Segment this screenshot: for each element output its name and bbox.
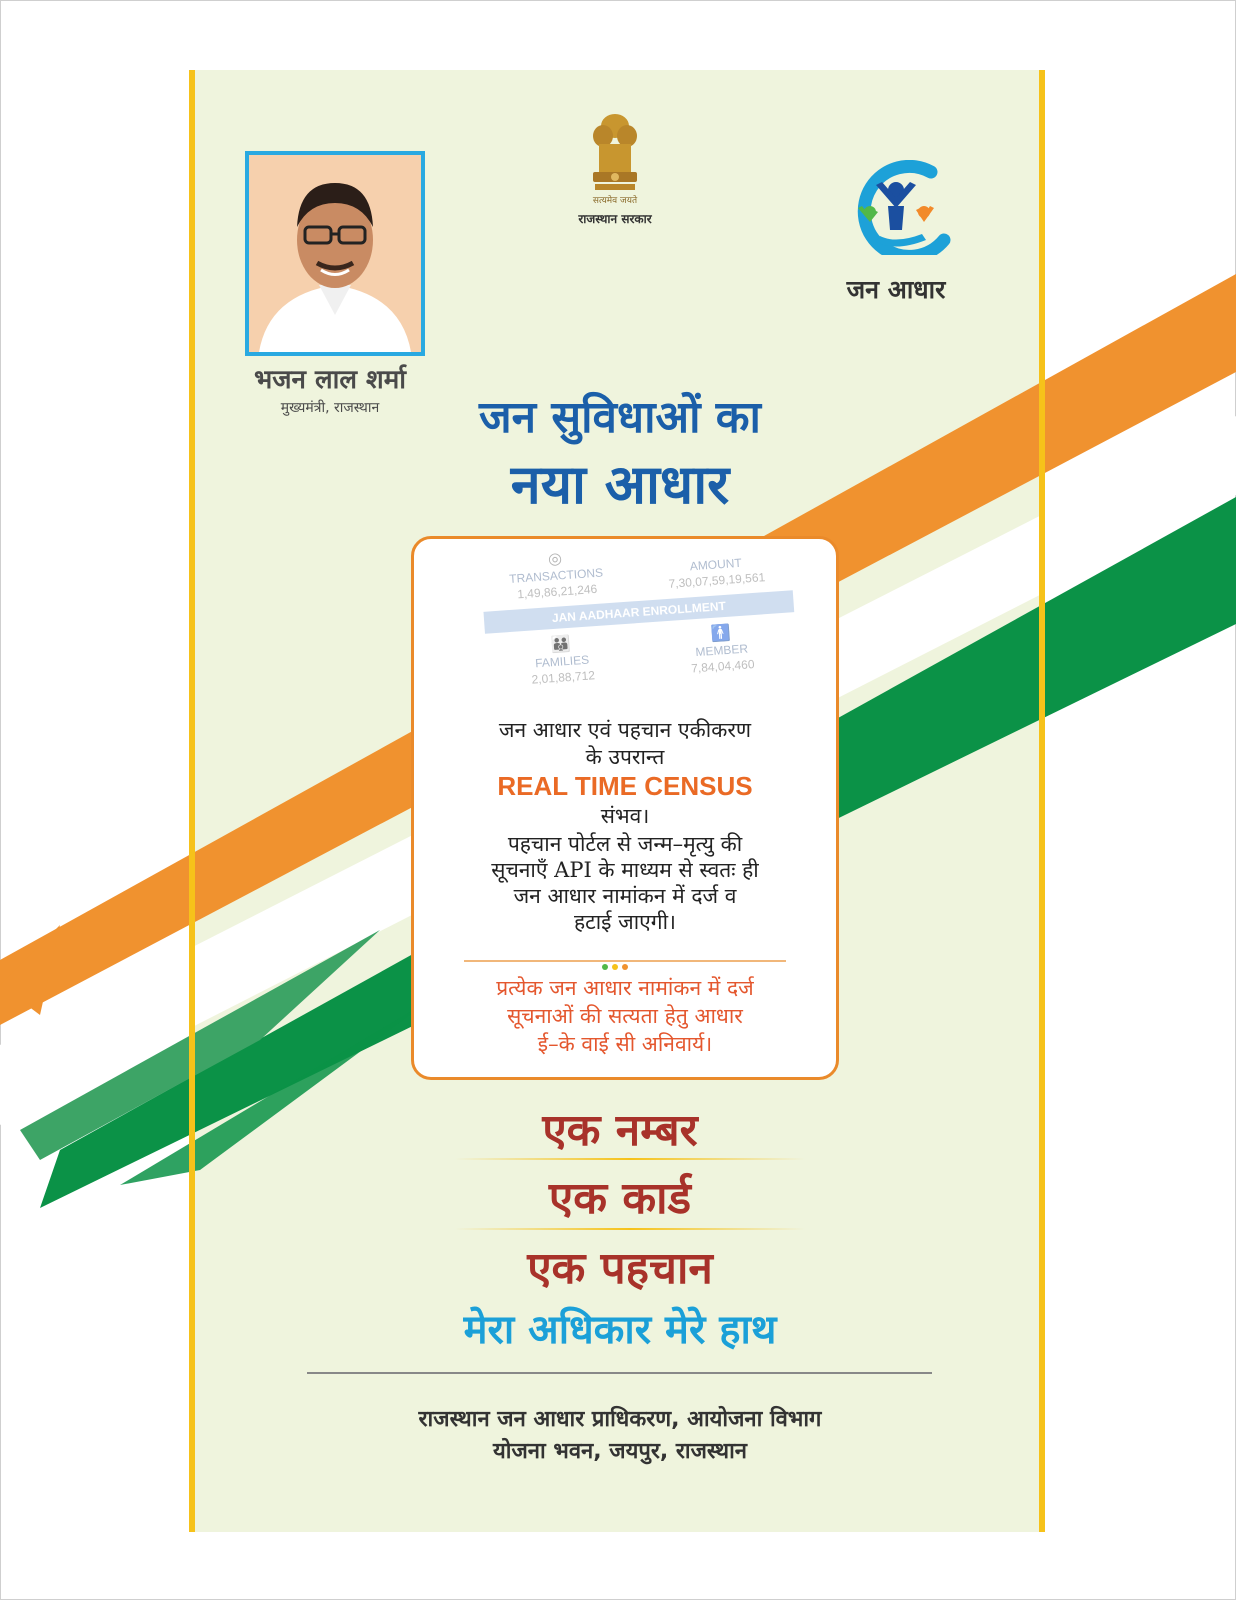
stats-screenshot [478, 536, 799, 710]
family-icon: 👪 [550, 635, 572, 655]
footer-authority: राजस्थान जन आधार प्राधिकरण, आयोजना विभाग [418, 1407, 822, 1432]
chief-minister-photo [245, 151, 425, 356]
card-note-line-3: ई–के वाई सी अनिवार्य। [537, 1032, 713, 1056]
slogan-separator-2 [455, 1228, 805, 1230]
enrollment-header: JAN AADHAAR ENROLLMENT [483, 590, 794, 634]
card-body-line-1: पहचान पोर्टल से जन्म–मृत्यु की [507, 832, 743, 856]
coin-icon: ◎ [547, 550, 563, 569]
real-time-census-heading: REAL TIME CENSUS [497, 771, 753, 801]
card-intro-line-1: जन आधार एवं पहचान एकीकरण [498, 718, 752, 742]
card-possible-text: संभव। [600, 804, 650, 828]
slogan-one-number: एक नम्बर [542, 1105, 698, 1156]
card-intro-line-2: के उपरान्त [585, 745, 665, 769]
amount-value: 7,30,07,59,19,561 [668, 570, 766, 591]
amount-stat [639, 536, 792, 593]
jan-aadhaar-logo-icon [836, 160, 956, 255]
card-body-line-4: हटाई जाएगी। [573, 910, 676, 934]
slogan-motto: मेरा अधिकार मेरे हाथ [463, 1307, 777, 1353]
amount-label: AMOUNT [689, 555, 743, 574]
right-gold-border [1039, 70, 1045, 1532]
person-icon: 🚹 [710, 624, 732, 644]
left-gold-border [189, 70, 195, 1532]
families-stat [485, 629, 638, 689]
state-emblem-icon [585, 110, 645, 196]
member-value: 7,84,04,460 [690, 657, 755, 676]
government-label: राजस्थान सरकार [578, 212, 652, 226]
headline-line-2: नया आधार [510, 453, 730, 516]
member-label: MEMBER [694, 641, 749, 660]
footer-address: योजना भवन, जयपुर, राजस्थान [493, 1439, 747, 1464]
slogan-one-card: एक कार्ड [548, 1173, 692, 1224]
transactions-value: 1,49,86,21,246 [516, 581, 598, 602]
chief-minister-title: मुख्यमंत्री, राजस्थान [280, 400, 380, 416]
slogan-one-identity: एक पहचान [527, 1243, 713, 1294]
divider-dots [600, 955, 650, 967]
families-label: FAMILIES [534, 652, 590, 671]
chief-minister-name: भजन लाल शर्मा [253, 365, 407, 395]
emblem-motto: सत्यमेव जयते [592, 196, 638, 206]
families-value: 2,01,88,712 [531, 668, 596, 687]
card-note-line-1: प्रत्येक जन आधार नामांकन में दर्ज [496, 976, 754, 1000]
headline-line-1: जन सुविधाओं का [479, 392, 761, 443]
card-body-line-2: सूचनाएँ API के माध्यम से स्वतः ही [491, 858, 759, 882]
card-body-line-3: जन आधार नामांकन में दर्ज व [513, 884, 737, 908]
slogan-separator-1 [455, 1158, 805, 1160]
footer-rule [307, 1372, 932, 1374]
info-card [411, 536, 839, 1080]
jan-aadhaar-logo-text: जन आधार [846, 275, 946, 304]
transactions-stat [479, 544, 632, 604]
card-note-line-2: सूचनाओं की सत्यता हेतु आधार [507, 1004, 743, 1028]
transactions-label: TRANSACTIONS [508, 565, 604, 586]
member-stat [645, 618, 798, 678]
